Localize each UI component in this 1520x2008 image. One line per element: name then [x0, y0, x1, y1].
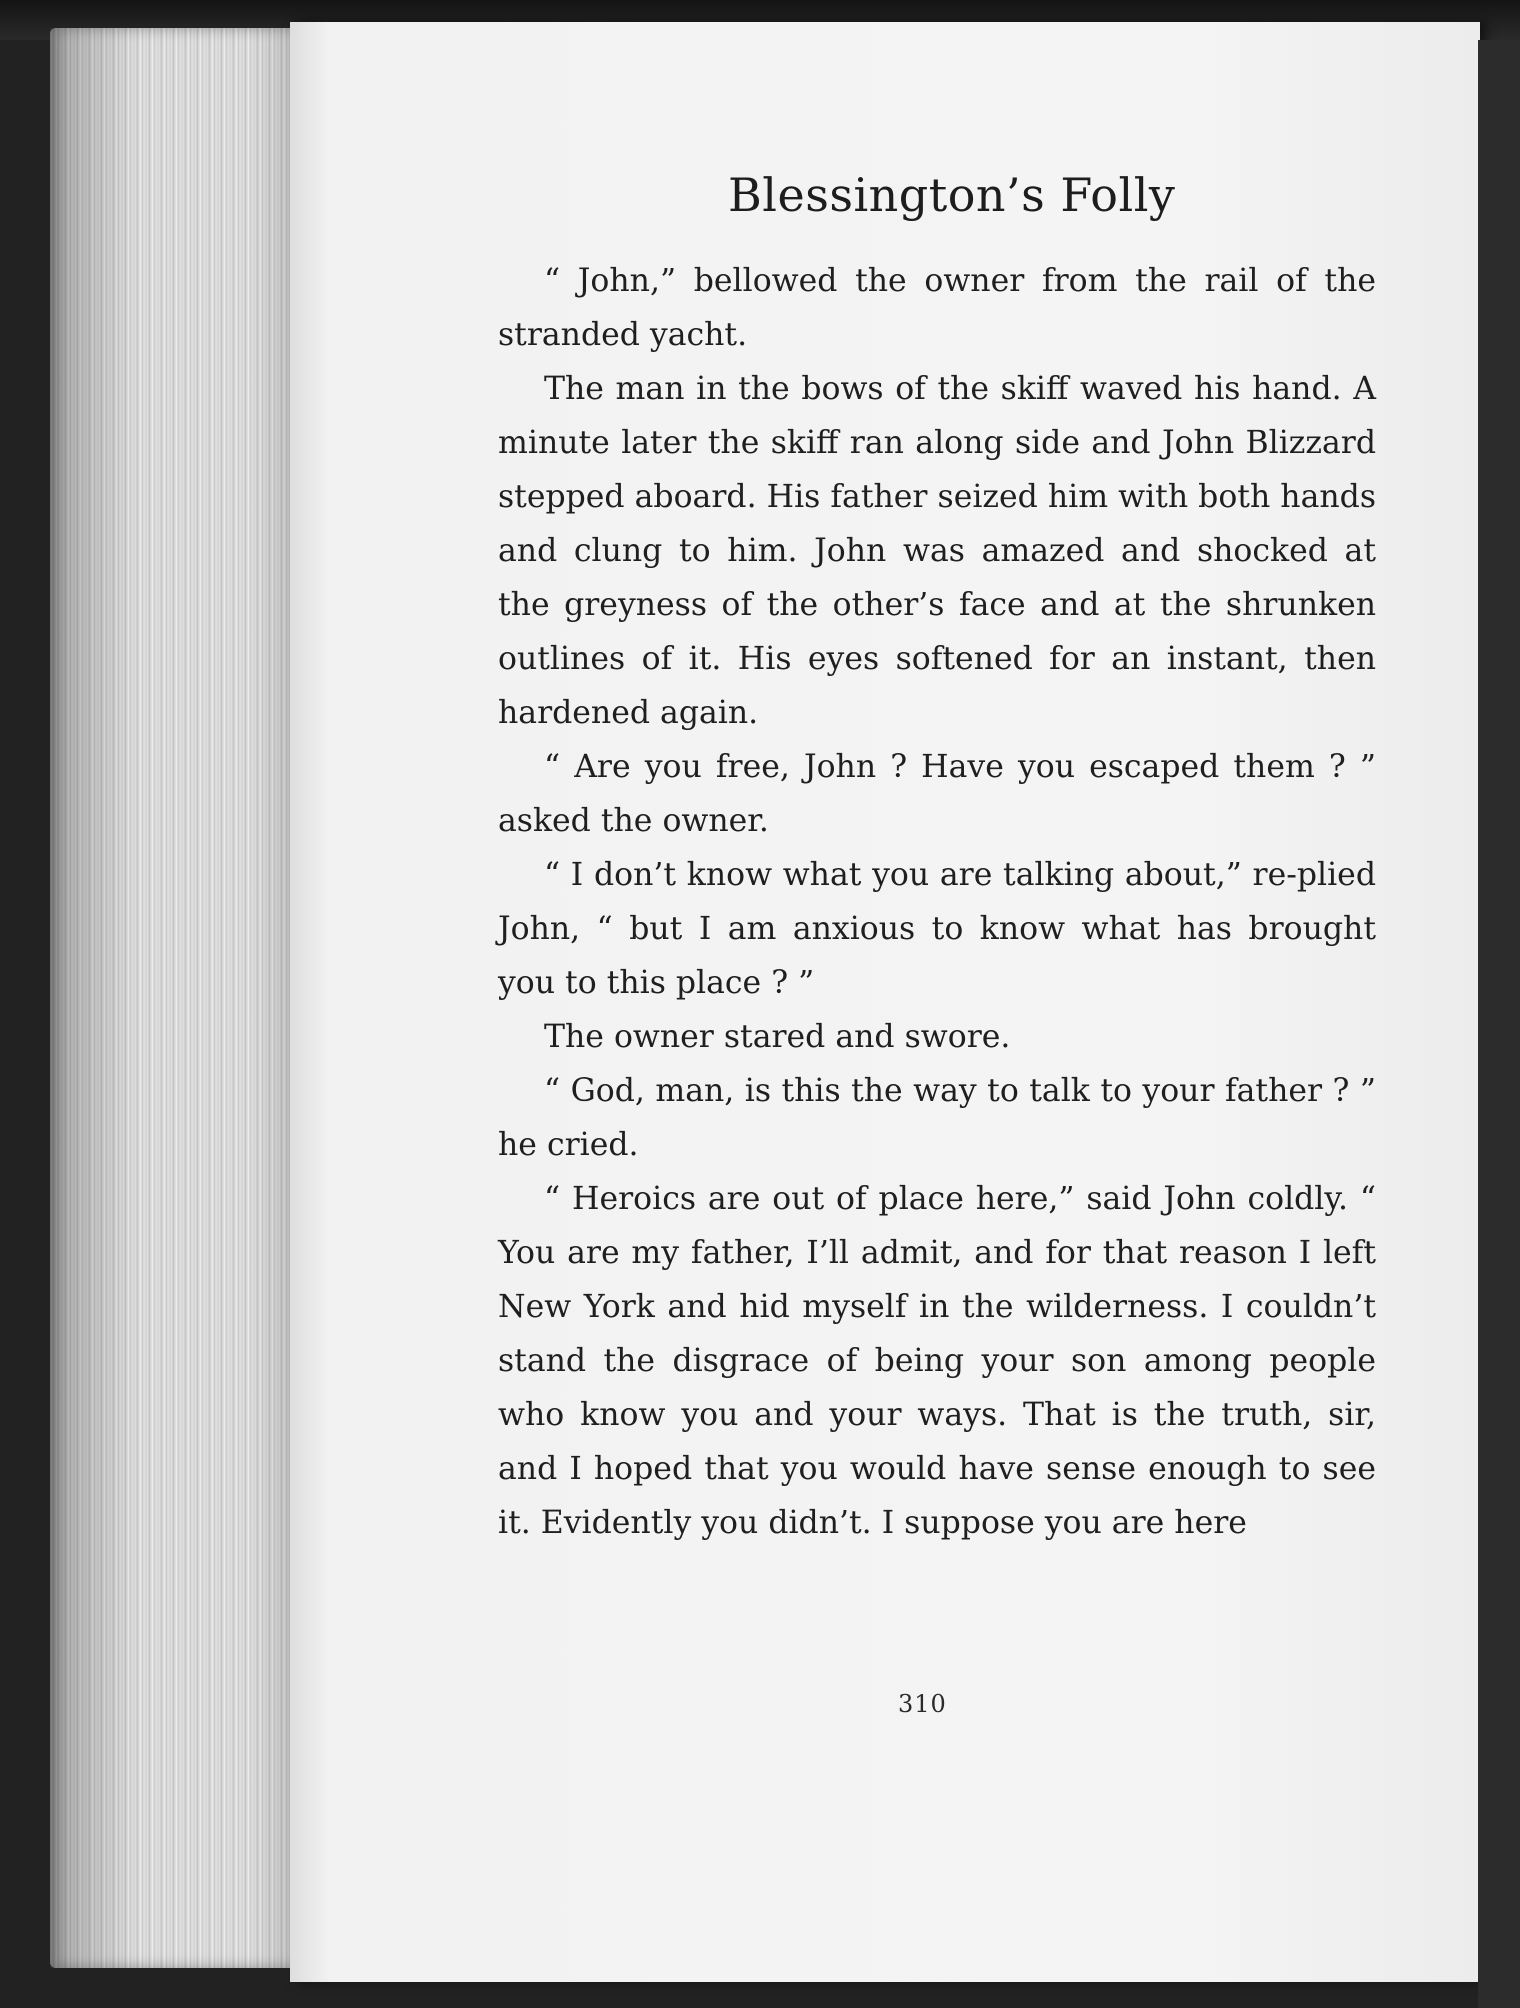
paragraph: The man in the bows of the skiff waved his hand. A minute later the skiff ran along side and John Blizzard stepped aboard. His father seized him with both hands and clung to him. John was amazed and shocked at the greyness of the other’s face and at the shrunken outlines of it. His eyes softened for an instant, then hardened again. — [498, 371, 1376, 731]
paragraph: The owner stared and swore. — [544, 1019, 1011, 1055]
paragraph: “ Are you free, John ? Have you escaped them ? ” asked the owner. — [498, 749, 1376, 839]
paragraph: “ John,” bellowed the owner from the rail of the stranded yacht. — [498, 263, 1376, 353]
page-edges — [50, 28, 300, 1968]
paragraph: “ I don’t know what you are talking about,” re-plied John, “ but I am anxious to know what has brought you to this place ? ” — [498, 857, 1376, 1001]
paragraph: “ God, man, is this the way to talk to your father ? ” he cried. — [498, 1073, 1376, 1163]
body-text — [498, 254, 1376, 1550]
page-number: 310 — [898, 1690, 947, 1718]
paragraph: “ Heroics are out of place here,” said John coldly. “ You are my father, I’ll admit, and for that reason I left New York and hid myself in the wilderness. I couldn’t stand the disgrace of being your son among people who know you and your ways. That is the truth, sir, and I hoped that you would have sense enough to see it. Evidently you didn’t. I suppose you are here — [498, 1181, 1376, 1541]
scan-right-edge — [1478, 40, 1520, 2008]
running-head: Blessington’s Folly — [728, 168, 1176, 222]
